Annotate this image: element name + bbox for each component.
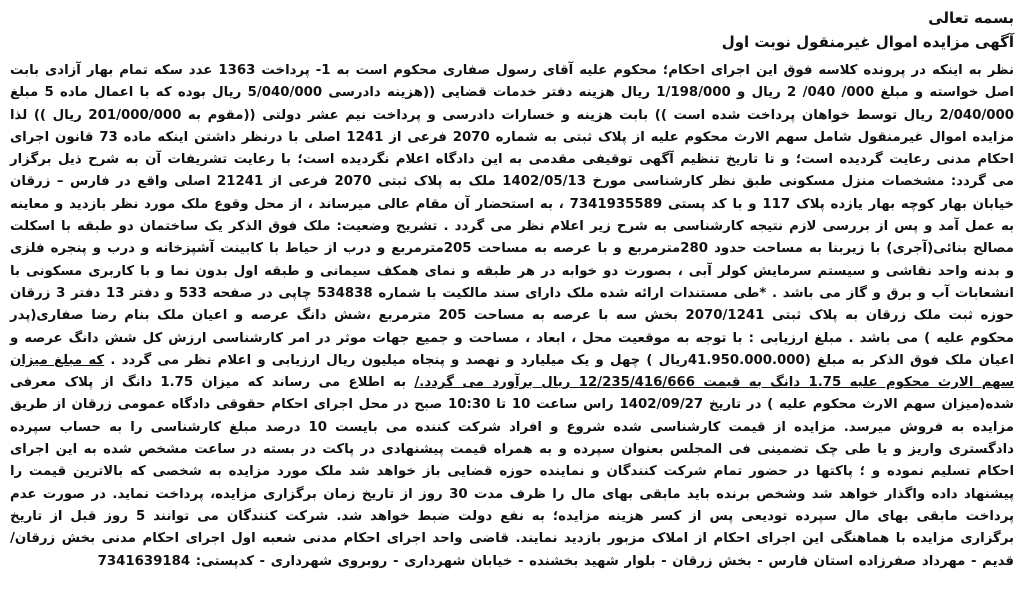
notice-body xyxy=(10,60,1014,573)
notice-body-part2: به اطلاع می رساند که میزان 1.75 دانگ از پلاک معرفی شده(میزان سهم الارث محکوم علیه ) در تاریخ 1402/09/27 راس ساعت 10 تا 10:30 صبح در محل اجرای احکام حقوقی دادگاه عمومی زرقان از طریق مزایده به فروش میرسد. مزایده از قیمت کارشناسی شده شروع و افراد شرکت کننده می بایست 10 درصد مبلغ کارشناسی را به حساب سپرده دادگستری واریز و یا طی چک تضمینی فی المجلس بعنوان سپرده و به همراه قیمت پیشنهادی در پاکت در بسته در ساعت مشخص شده به این اجرای احکام تسلیم نموده و ؛ پاکتها در حضور تمام شرکت کنندگان و نماینده حوزه قضایی باز خواهد شد ملک مورد مزایده به شخصی که بالاترین قیمت را پیشنهاد داده واگذار خواهد شد وشخص برنده باید مابقی بهای مال را ظرف مدت 30 روز از تاریخ زمان برگزاری مزایده، پرداخت نماید. در صورت عدم پرداخت مابقی بهای مال سپرده تودیعی پس از کسر هزینه مزایده؛ به نفع دولت ضبط خواهد شد. شرکت کنندگان می توانند 5 روز قبل از تاریخ برگزاری مزایده با هماهنگی این اجرای احکام از املاک مزبور بازدید نمایند. قاضی واحد اجرای احکام مدنی شعبه اول اجرای احکام مدنی بخش زرقان/قدیم - مهرداد صفرزاده استان فارس - بخش زرقان - بلوار شهید بخشنده - خیابان شهرداری - روبروی شهرداری - کدپستی: 7341639184 xyxy=(10,375,1014,569)
notice-title: آگهی مزایده اموال غیرمنقول نوبت اول xyxy=(721,33,1014,51)
basmala-heading: بسمه تعالی xyxy=(928,9,1014,27)
inheritance-valuation-underlined: که مبلغ میزان سهم الارث محکوم علیه 1.75 دانگ به قیمت 12/235/416/666 ریال برآورد می گردد./ xyxy=(10,352,1014,391)
notice-body-part1: نظر به اینکه در پرونده کلاسه فوق این اجرای احکام؛ محکوم علیه آقای رسول صفاری محکوم است به 1- پرداخت 1363 عدد سکه تمام بهار آزادی بابت اصل خواسته و مبلغ 000/ 040/ 2 ریال و 1/198/000 ریال هزینه دفتر خدمات قضایی ((هزینه دادرسی 5/040/000 ریال بوده که با اعمال ماده 5 مبلغ 2/040/000 ریال توسط خواهان پرداخت شده است )) بابت هزینه و خسارات دادرسی و پرداخت نیم عشر دولتی ((مقوم به 201/000/000 ریال )) لذا مزایده اموال غیرمنقول شامل سهم الارث محکوم علیه از پلاک ثبتی به شماره 2070 فرعی از 1241 اصلی با درنظر داشتن اینکه ماده 73 قانون اجرای احکام مدنی رعایت گردیده است؛ و تا تاریخ تنظیم آگهی توقیفی مقدمی به این دادگاه اعلام نگردیده است؛ با رعایت تشریفات آن به شرح ذیل برگزار می گردد: مشخصات منزل مسکونی طبق نظر کارشناسی مورخ 1402/05/13 ملک به پلاک ثبتی 2070 فرعی از 21241 اصلی واقع در فارس – زرقان خیابان بهار کوچه بهار یازده پلاک 117 و با کد پستی 7341935589 ، به استحضار آن مقام عالی میرساند ، از محل وقوع ملک مورد نظر بازدید و معاینه به عمل آمد و پس از بررسی لازم نتیجه کارشناسی به شرح زیر اعلام نظر می گردد . تشریح وضعیت: ملک فوق الذکر یک ساختمان دو طبقه با اسکلت مصالح بنائی(آجری) با زیربنا به مساحت حدود 280مترمربع و با عرصه به مساحت 205مترمربع و درب از حیاط با کابینت آشپزخانه و درب و پنجره فلزی و بدنه واحد نقاشی و سیستم سرمایش کولر آبی ، بصورت دو خوابه در هر طبقه و نمای همکف سیمانی و طبقه اول بدون نما و با کاربری مسکونی با انشعابات آب و برق و گاز می باشد . *طی مستندات ارائه شده ملک دارای سند مالکیت با شماره 534838 چاپی در صفحه 533 و دفتر 13 دفتر 3 زرقان حوزه ثبت ملک زرقان به پلاک ثبتی 2070/1241 بخش سه با عرصه به مساحت 205 مترمربع ،شش دانگ عرصه و اعیان ملک بنام رضا صفاری(پدر محکوم علیه ) می باشد . مبلغ ارزیابی : با توجه به موقعیت محل ، ابعاد ، مساحت و جمیع جهات موثر در امر کارشناسی ارزش کل شش دانگ عرصه و اعیان ملک فوق الذکر به مبلغ (41.950.000.000ریال ) چهل و یک میلیارد و نهصد و پنجاه میلیون ریال ارزیابی و اعلام نظر می گردد . xyxy=(10,63,1015,368)
